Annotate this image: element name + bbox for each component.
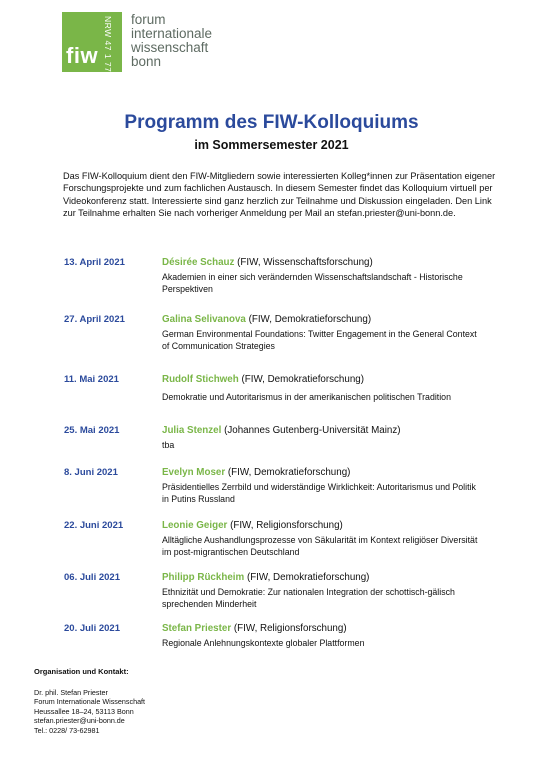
logo-vertical-text: NRW 47 1 773 [103,16,113,78]
entry-speaker-line [162,425,502,436]
entry-affiliation: (FIW, Demokratieforschung) [246,572,370,583]
entry-talk-title: Akademien in einer sich verändernden Wissenschaftslandschaft - Historische Perspektiven [162,272,463,294]
entry-date: 8. Juni 2021 [64,467,118,478]
entry-affiliation: (Johannes Gutenberg-Universität Mainz) [224,425,401,436]
logo-line: wissenschaft [131,40,209,55]
entry-speaker-line [162,520,502,531]
entry-affiliation: (FIW, Demokratieforschung) [248,314,372,325]
entry-speaker: Julia Stenzel [162,425,222,436]
entry-date: 06. Juli 2021 [64,572,120,583]
entry-affiliation: (FIW, Wissenschaftsforschung) [237,257,373,268]
contact-name: Dr. phil. Stefan Priester [34,688,108,697]
entry-talk-title: German Environmental Foundations: Twitter Engagement in the General Context of Communication Strategies [162,329,477,351]
page-subtitle: im Sommersemester 2021 [194,138,349,152]
entry-affiliation: (FIW, Demokratieforschung) [241,374,364,385]
organisation-heading: Organisation und Kontakt: [34,667,129,676]
entry-speaker-line [162,314,502,325]
entry-talk-title: tba [162,440,175,450]
entry-speaker-line [162,374,502,385]
entry-talk-title: Alltägliche Aushandlungsprozesse von Säkularität im Kontext religiöser Diversität im post-migrantischen Deutschland [162,535,478,557]
logo-fiw-text: fiw [66,43,99,68]
contact-email[interactable]: stefan.priester@uni-bonn.de [34,716,125,726]
entry-talk-title: Regionale Anlehnungskontexte globaler Plattformen [162,638,365,648]
logo-line: forum [131,12,166,27]
entry-speaker-line [162,467,502,478]
entry-speaker: Leonie Geiger [162,520,228,531]
contact-phone: Tel.: 0228/ 73-62981 [34,725,100,735]
entry-speaker-line [162,572,502,583]
entry-talk-title: Demokratie und Autoritarismus in der amerikanischen politischen Tradition [162,392,451,402]
entry-speaker: Galina Selivanova [162,314,246,325]
intro-paragraph: Das FIW-Kolloquium dient den FIW-Mitgliedern sowie interessierten Kolleg*innen zur Präsentation eigener Forschungsprojekte und zum fachlichen Austausch. In diesem Semester findet das Kolloquium virtuell per Videokonferenz statt. Interessierte sind ganz herzlich zur Teilnahme und Diskussion eingeladen. Den Link zur Teilnahme erhalten Sie nach vorheriger Anmeldung per Mail an stefan.priester@uni-bonn.de. [63,171,496,218]
entry-date: 13. April 2021 [64,257,125,268]
entry-speaker: Evelyn Moser [162,467,226,478]
entry-speaker: Stefan Priester [162,623,232,634]
entry-date: 25. Mai 2021 [64,425,120,436]
contact-address: Heussallee 18–24, 53113 Bonn [34,706,134,716]
entry-date: 11. Mai 2021 [64,374,119,385]
entry-date: 27. April 2021 [64,314,125,325]
entry-affiliation: (FIW, Religionsforschung) [230,520,343,531]
logo-line: bonn [131,54,162,69]
entry-speaker-line [162,623,502,634]
entry-speaker: Rudolf Stichweh [162,374,239,385]
page-title: Programm des FIW-Kolloquiums [124,112,419,133]
entry-affiliation: (FIW, Religionsforschung) [233,623,347,634]
entry-talk-title: Präsidentielles Zerrbild und widerständige Wirklichkeit: Autoritarismus und Politik in Putins Russland [162,482,476,504]
entry-speaker-line [162,257,502,268]
entry-date: 20. Juli 2021 [64,623,120,634]
organisation-contact [34,688,145,735]
entry-affiliation: (FIW, Demokratieforschung) [227,467,351,478]
entry-speaker: Désirée Schauz [162,257,235,268]
logo-line: internationale [131,26,213,41]
entry-speaker: Philipp Rückheim [162,572,245,583]
contact-institution: Forum Internationale Wissenschaft [34,697,146,707]
entry-date: 22. Juni 2021 [64,520,124,531]
entry-talk-title: Ethnizität und Demokratie: Zur nationalen Integration der schottisch-gälisch sprechenden Minderheit [162,587,455,609]
